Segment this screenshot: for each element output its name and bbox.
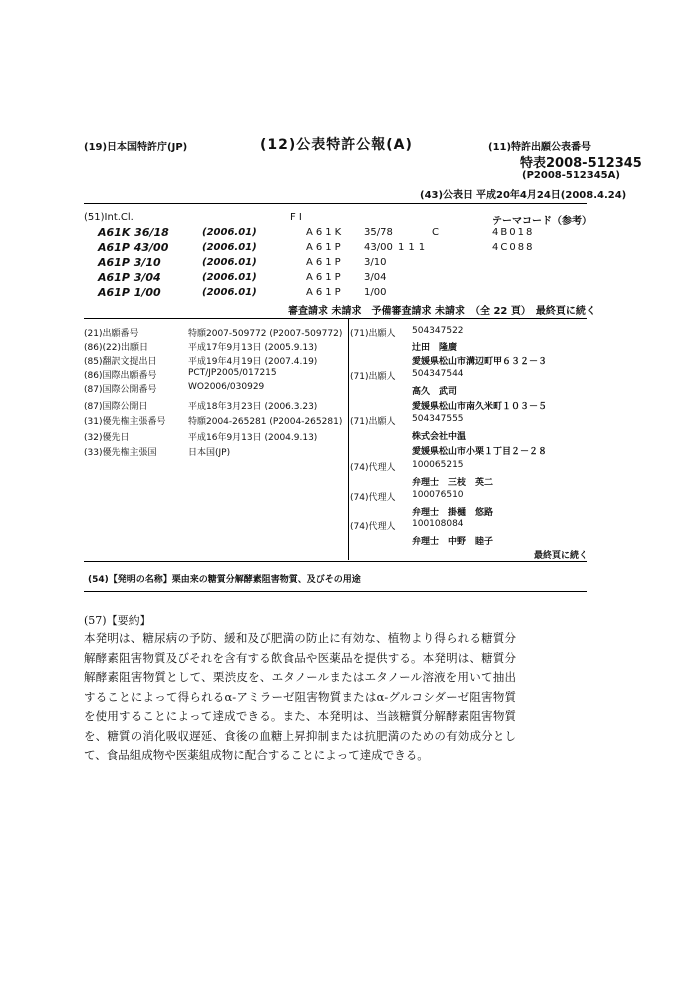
agent-name: 弁理士 中野 睦子 [412,537,494,547]
bib-label: (86)(22)出願日 [84,343,148,353]
party-label: (71)出願人 [350,417,396,427]
bib-label: (87)国際公開日 [84,402,148,412]
column-divider [348,318,349,560]
theme-code: 4C088 [492,242,535,253]
agent-id: 100076510 [412,490,464,500]
bib-value: 平成16年9月13日 (2004.9.13) [188,433,318,443]
fi-code: A61P [306,287,344,298]
pub-number: 特表2008-512345 [520,156,642,171]
int-cl-date: (2006.01) [202,227,257,238]
pub-number-alt: (P2008-512345A) [522,170,620,181]
continued-note: 最終頁に続く [534,551,589,561]
office-name: (19)日本国特許庁(JP) [84,142,188,153]
fi-suffix: C [432,227,439,238]
fi-num: 1/00 [364,287,387,298]
fi-label: F I [290,212,302,223]
agent-id: 100108084 [412,519,464,529]
int-cl-date: (2006.01) [202,257,257,268]
int-cl-date: (2006.01) [202,272,257,283]
party-address: 愛媛県松山市南久米町１０３－５ [412,402,548,412]
bib-value: 平成19年4月19日 (2007.4.19) [188,357,318,367]
agent-name: 弁理士 三枝 英二 [412,478,494,488]
party-address: 愛媛県松山市溝辺町甲６３２－３ [412,357,548,367]
bib-label: (32)優先日 [84,433,130,443]
bib-value: 平成17年9月13日 (2005.9.13) [188,343,318,353]
party-name: 辻田 隆廣 [412,343,458,353]
int-cl-date: (2006.01) [202,242,257,253]
bib-value: PCT/JP2005/017215 [188,368,277,378]
bib-value: WO2006/030929 [188,382,265,392]
party-label: (71)出願人 [350,329,396,339]
party-id: 504347555 [412,414,464,424]
abstract-body: 本発明は、糖尿病の予防、緩和及び肥満の防止に有効な、植物より得られる糖質分解酵素阻害物質及びそれを含有する飲食品や医薬品を提供する。本発明は、糖質分解酵素阻害物質として、栗渋皮を、エタノールまたはエタノール溶液を用いて抽出することによって得られるα-アミラーゼ阻害物質またはα-グルコシダーゼ阻害物質を使用することによって達成できる。また、本発明は、当該糖質分解酵素阻害物質を、糖質の消化吸収遅延、食後の血糖上昇抑制または抗肥満のための有効成分として、食品組成物や医薬組成物に配合することによって達成できる。 [84,631,516,762]
agent-label: (74)代理人 [350,522,396,532]
bib-value: 特願2007-509772 (P2007-509772) [188,329,343,339]
party-id: 504347544 [412,369,464,379]
fi-code: A61P [306,272,344,283]
bib-label: (86)国際出願番号 [84,371,157,381]
theme-code-label: テーマコード（参考） [492,216,592,227]
agent-id: 100065215 [412,460,464,470]
party-id: 504347522 [412,326,464,336]
int-cl-date: (2006.01) [202,287,257,298]
invention-title: (54)【発明の名称】栗由来の糖質分解酵素阻害物質、及びその用途 [88,575,361,585]
fi-code: A61K [306,227,345,238]
agent-name: 弁理士 掛樋 悠路 [412,508,494,518]
int-cl-code: A61P 1/00 [98,286,161,299]
fi-suffix: 111 [398,242,430,253]
divider [84,591,587,592]
abstract-heading: (57)【要約】 [84,614,151,627]
party-name: 高久 武司 [412,387,458,397]
agent-label: (74)代理人 [350,463,396,473]
int-cl-code: A61P 3/04 [98,271,161,284]
int-cl-code: A61P 43/00 [98,241,169,254]
pub-number-label: (11)特許出願公表番号 [488,142,592,153]
publication-kind: (12)公表特許公報(A) [260,137,413,153]
fi-code: A61P [306,257,344,268]
bib-value: 平成18年3月23日 (2006.3.23) [188,402,318,412]
bib-value: 日本国(JP) [188,448,231,458]
bib-label: (21)出願番号 [84,329,139,339]
int-cl-code: A61P 3/10 [98,256,161,269]
party-label: (71)出願人 [350,372,396,382]
bib-value: 特願2004-265281 (P2004-265281) [188,417,343,427]
exam-status-line: 審査請求 未請求 予備審査請求 未請求 （全 22 頁） 最終頁に続く [288,306,596,317]
bib-label: (31)優先権主張番号 [84,417,166,427]
party-address: 愛媛県松山市小栗１丁目２－２８ [412,447,548,457]
bib-label: (87)国際公開番号 [84,385,157,395]
party-name: 株式会社中温 [412,432,467,442]
fi-num: 3/10 [364,257,387,268]
pub-date-label: (43)公表日 [420,190,474,201]
fi-num: 43/00 [364,242,393,253]
bib-label: (33)優先権主張国 [84,448,157,458]
fi-code: A61P [306,242,344,253]
divider [84,203,587,204]
int-cl-label: (51)Int.Cl. [84,212,134,223]
fi-num: 3/04 [364,272,387,283]
agent-label: (74)代理人 [350,493,396,503]
bib-label: (85)翻訳文提出日 [84,357,157,367]
divider [84,561,587,562]
theme-code: 4B018 [492,227,535,238]
divider [84,318,587,319]
pub-date: 平成20年4月24日(2008.4.24) [476,190,627,201]
int-cl-code: A61K 36/18 [98,226,169,239]
fi-num: 35/78 [364,227,393,238]
